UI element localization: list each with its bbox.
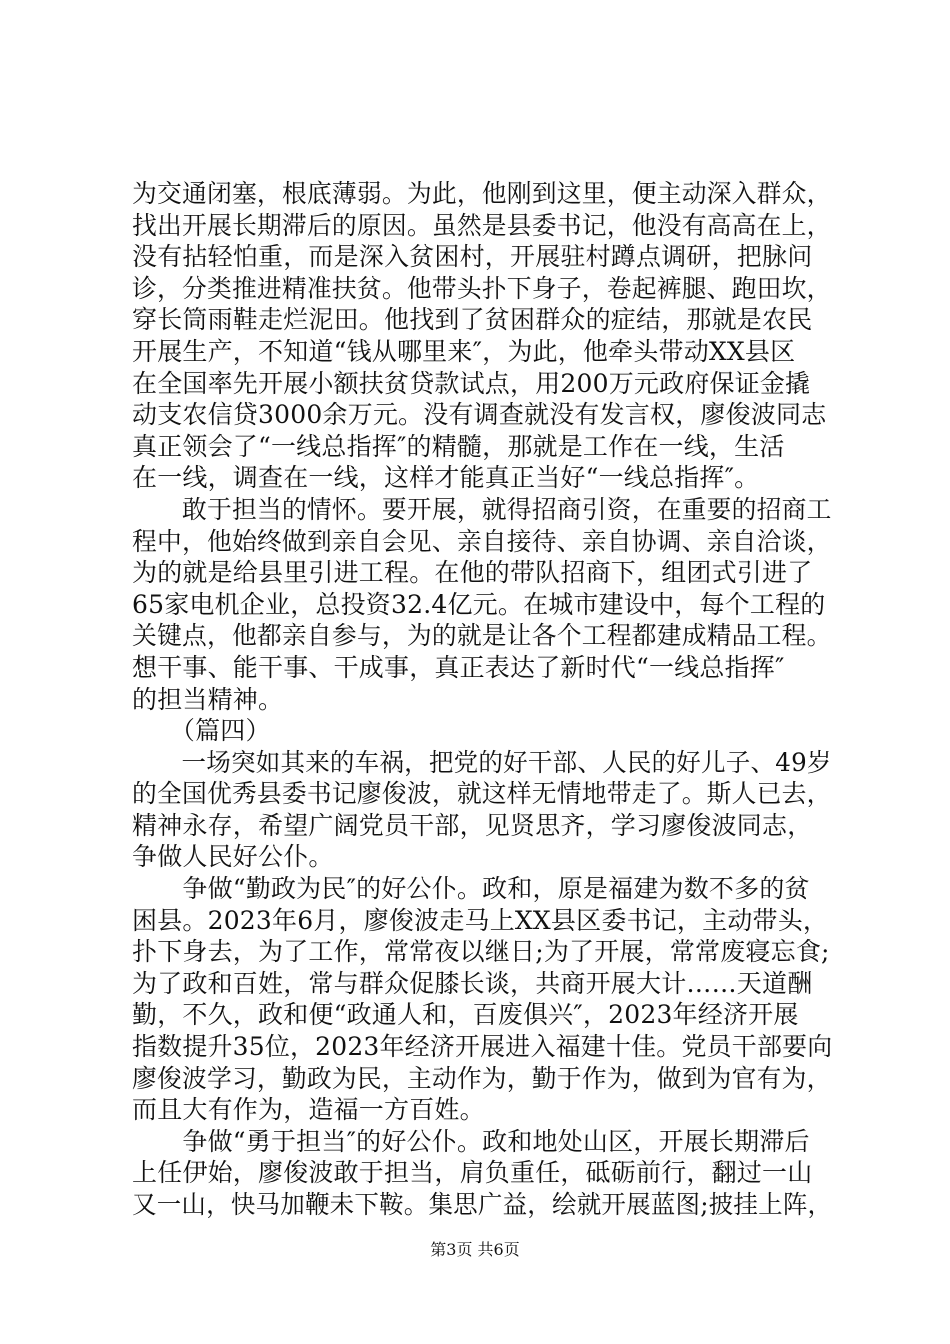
text-line: 65家电机企业，总投资32.4亿元。在城市建设中，每个工程的 — [132, 589, 826, 619]
text-line: 在一线，调查在一线，这样才能真正当好“一线总指挥″。 — [132, 463, 760, 493]
text-line: 廖俊波学习，勤政为民，主动作为，勤于作为，做到为官有为， — [132, 1063, 832, 1093]
text-line: 的担当精神。 — [132, 684, 284, 714]
text-line: （篇四） — [132, 716, 271, 746]
text-line: 开展生产，不知道“钱从哪里来″，为此，他牵头带动XX县区 — [132, 336, 796, 366]
text-line: 争做人民好公仆。 — [132, 842, 334, 872]
text-line: 真正领会了“一线总指挥″的精髓，那就是工作在一线，生活 — [132, 431, 785, 461]
text-line: 诊，分类推进精准扶贫。他带头扑下身子，卷起裤腿、跑田坎， — [132, 273, 832, 303]
text-line: 争做“勤政为民″的好公仆。政和，原是福建为数不多的贫 — [132, 874, 810, 904]
page-footer: 第3页 共6页 — [430, 1240, 520, 1259]
text-line: 在全国率先开展小额扶贫贷款试点，用200万元政府保证金撬 — [132, 368, 811, 398]
text-line: 勤，不久，政和便“政通人和，百废俱兴″，2023年经济开展 — [132, 1000, 799, 1030]
text-line: 程中，他始终做到亲自会见、亲自接待、亲自协调、亲自洽谈， — [132, 526, 832, 556]
text-line: 为交通闭塞，根底薄弱。为此，他刚到这里，便主动深入群众， — [132, 179, 832, 208]
text-line: 指数提升35位，2023年经济开展进入福建十佳。党员干部要向 — [132, 1032, 833, 1062]
text-line: 为了政和百姓，常与群众促膝长谈，共商开展大计……天道酬 — [132, 968, 813, 998]
text-line: 而且大有作为，造福一方百姓。 — [132, 1095, 485, 1125]
text-line: 的全国优秀县委书记廖俊波，就这样无情地带走了。斯人已去， — [132, 779, 832, 809]
text-line: 没有拈轻怕重，而是深入贫困村，开展驻村蹲点调研，把脉问 — [132, 242, 813, 272]
text-line: 争做“勇于担当″的好公仆。政和地处山区，开展长期滞后 — [132, 1126, 810, 1156]
text-line: 穿长筒雨鞋走烂泥田。他找到了贫困群众的症结，那就是农民 — [132, 305, 813, 335]
text-line: 找出开展长期滞后的原因。虽然是县委书记，他没有高高在上， — [132, 210, 832, 240]
text-line: 想干事、能干事、干成事，真正表达了新时代“一线总指挥″ — [132, 652, 785, 682]
text-line: 一场突如其来的车祸，把党的好干部、人民的好儿子、49岁 — [132, 747, 832, 777]
text-line: 为的就是给县里引进工程。在他的带队招商下，组团式引进了 — [132, 558, 813, 588]
text-line: 扑下身去，为了工作，常常夜以继日;为了开展，常常废寝忘食; — [132, 937, 830, 967]
text-line: 精神永存，希望广阔党员干部，见贤思齐，学习廖俊波同志， — [132, 810, 813, 840]
text-line: 上任伊始，廖俊波敢于担当，肩负重任，砥砺前行，翻过一山 — [132, 1158, 813, 1188]
text-line: 困县。2023年6月，廖俊波走马上XX县区委书记，主动带头， — [132, 905, 829, 935]
text-line: 动支农信贷3000余万元。没有调查就没有发言权，廖俊波同志 — [132, 400, 827, 430]
document-body — [132, 178, 832, 1221]
text-line: 关键点，他都亲自参与，为的就是让各个工程都建成精品工程。 — [132, 621, 832, 651]
text-line: 又一山，快马加鞭未下鞍。集思广益，绘就开展蓝图;披挂上阵， — [132, 1190, 833, 1219]
text-line: 敢于担当的情怀。要开展，就得招商引资，在重要的招商工 — [132, 494, 832, 524]
